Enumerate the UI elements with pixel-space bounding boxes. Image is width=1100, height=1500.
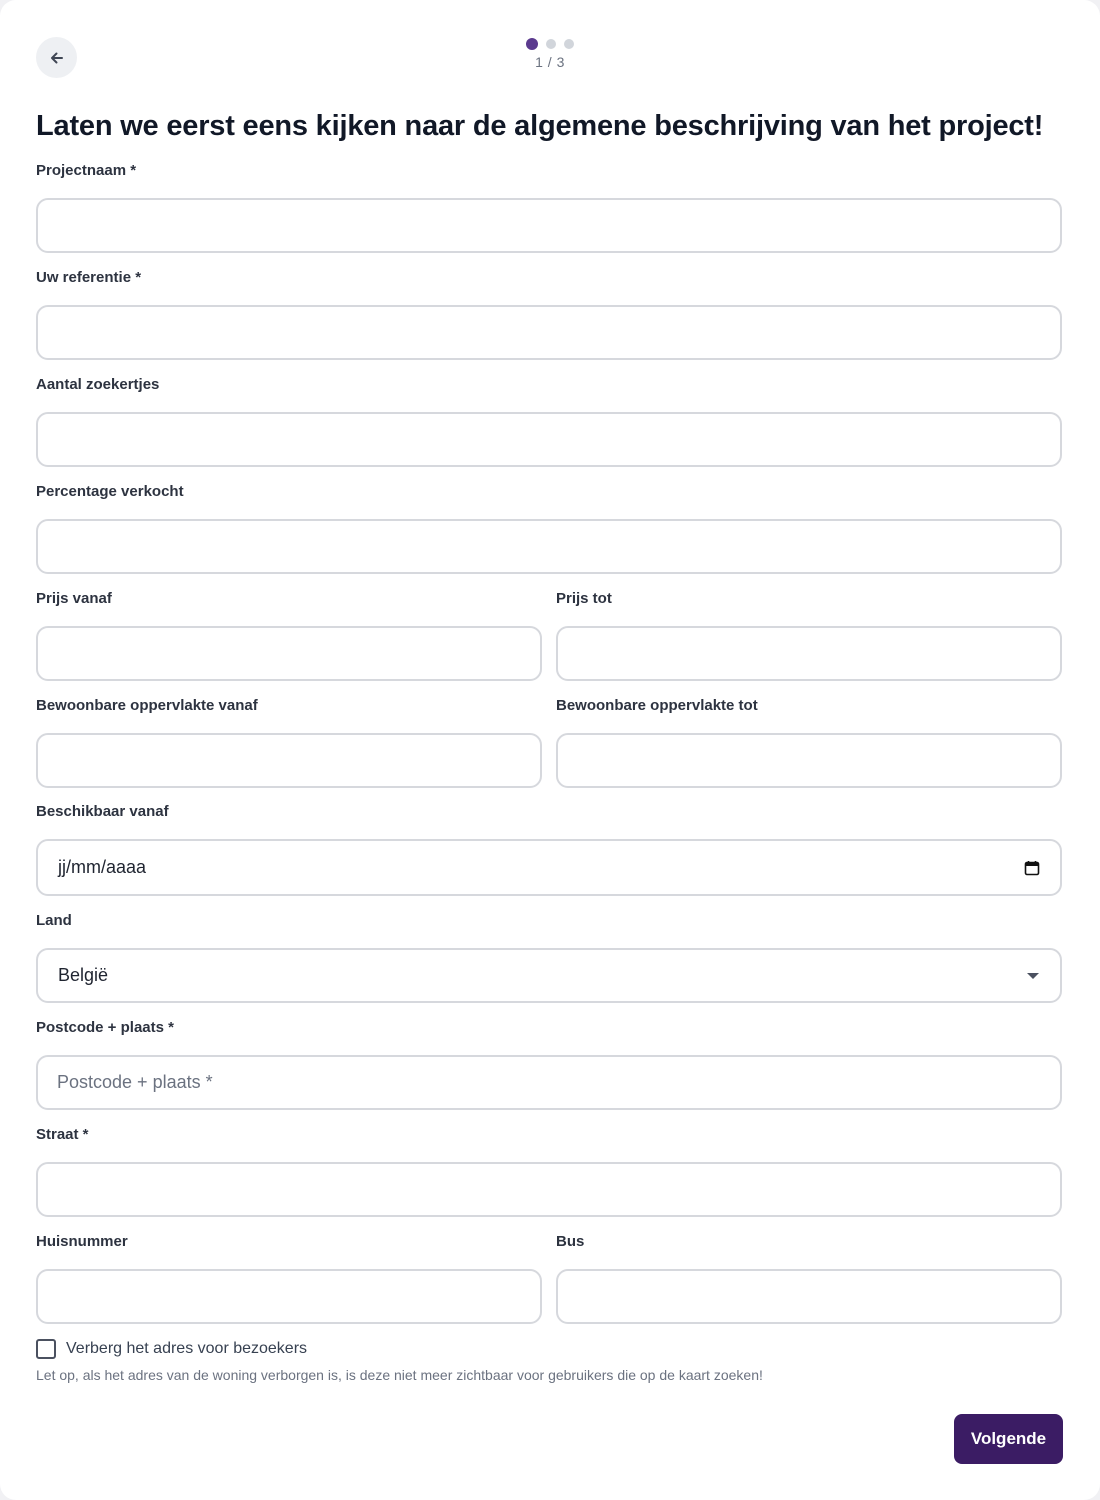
- straat-label: Straat *: [36, 1126, 89, 1143]
- referentie-input[interactable]: [36, 305, 1062, 360]
- bus-input[interactable]: [556, 1269, 1062, 1324]
- opp-vanaf-input[interactable]: [36, 733, 542, 788]
- land-label: Land: [36, 912, 72, 929]
- straat-field: [36, 1125, 1062, 1217]
- huisnummer-field: [36, 1232, 542, 1324]
- postcode-label: Postcode + plaats *: [36, 1019, 174, 1036]
- land-field: [36, 911, 1062, 1003]
- prijs-vanaf-label: Prijs vanaf: [36, 590, 112, 607]
- huisnummer-input[interactable]: [36, 1269, 542, 1324]
- page-title: Laten we eerst eens kijken naar de algemene beschrijving van het project!: [36, 110, 1044, 142]
- arrow-left-icon: [49, 50, 65, 66]
- referentie-field: [36, 268, 1062, 360]
- chevron-down-icon: [1026, 972, 1040, 980]
- opp-vanaf-label: Bewoonbare oppervlakte vanaf: [36, 697, 258, 714]
- back-button[interactable]: [36, 37, 77, 78]
- step-dot: [546, 39, 556, 49]
- hide-address-checkbox[interactable]: [36, 1339, 56, 1359]
- next-button[interactable]: Volgende: [954, 1414, 1063, 1464]
- step-count: 1 / 3: [535, 54, 565, 70]
- huisnummer-label: Huisnummer: [36, 1233, 128, 1250]
- zoekertjes-label: Aantal zoekertjes: [36, 376, 160, 393]
- opp-tot-input[interactable]: [556, 733, 1062, 788]
- prijs-vanaf-field: [36, 589, 542, 681]
- projectnaam-field: [36, 161, 1062, 253]
- beschikbaar-field: [36, 802, 1062, 896]
- straat-input[interactable]: [36, 1162, 1062, 1217]
- zoekertjes-input[interactable]: [36, 412, 1062, 467]
- bus-label: Bus: [556, 1233, 585, 1250]
- date-placeholder: jj/mm/aaaa: [58, 857, 147, 877]
- verkocht-field: [36, 482, 1062, 574]
- referentie-label: Uw referentie *: [36, 269, 142, 286]
- step-dot: [564, 39, 574, 49]
- land-value: België: [58, 965, 109, 985]
- opp-vanaf-field: [36, 696, 542, 788]
- step-dots: [500, 38, 600, 50]
- step-indicator: [500, 38, 600, 70]
- calendar-icon[interactable]: [1024, 860, 1040, 876]
- postcode-input[interactable]: [36, 1055, 1062, 1110]
- opp-tot-label: Bewoonbare oppervlakte tot: [556, 697, 758, 714]
- postcode-field: [36, 1018, 1062, 1110]
- prijs-vanaf-input[interactable]: [36, 626, 542, 681]
- hide-address-option[interactable]: [36, 1339, 307, 1359]
- projectnaam-label: Projectnaam *: [36, 162, 137, 179]
- verkocht-label: Percentage verkocht: [36, 483, 184, 500]
- verkocht-input[interactable]: [36, 519, 1062, 574]
- bus-field: [556, 1232, 1062, 1324]
- opp-tot-field: [556, 696, 1062, 788]
- prijs-tot-field: [556, 589, 1062, 681]
- step-dot: [526, 38, 538, 50]
- prijs-tot-label: Prijs tot: [556, 590, 612, 607]
- prijs-tot-input[interactable]: [556, 626, 1062, 681]
- projectnaam-input[interactable]: [36, 198, 1062, 253]
- land-select[interactable]: [36, 948, 1062, 1003]
- hide-address-label[interactable]: Verberg het adres voor bezoekers: [66, 1340, 308, 1357]
- zoekertjes-field: [36, 375, 1062, 467]
- beschikbaar-label: Beschikbaar vanaf: [36, 803, 169, 820]
- hide-address-hint: Let op, als het adres van de woning verborgen is, is deze niet meer zichtbaar voor gebruikers die op de kaart zoeken!: [36, 1367, 763, 1383]
- date-input[interactable]: [36, 839, 1062, 896]
